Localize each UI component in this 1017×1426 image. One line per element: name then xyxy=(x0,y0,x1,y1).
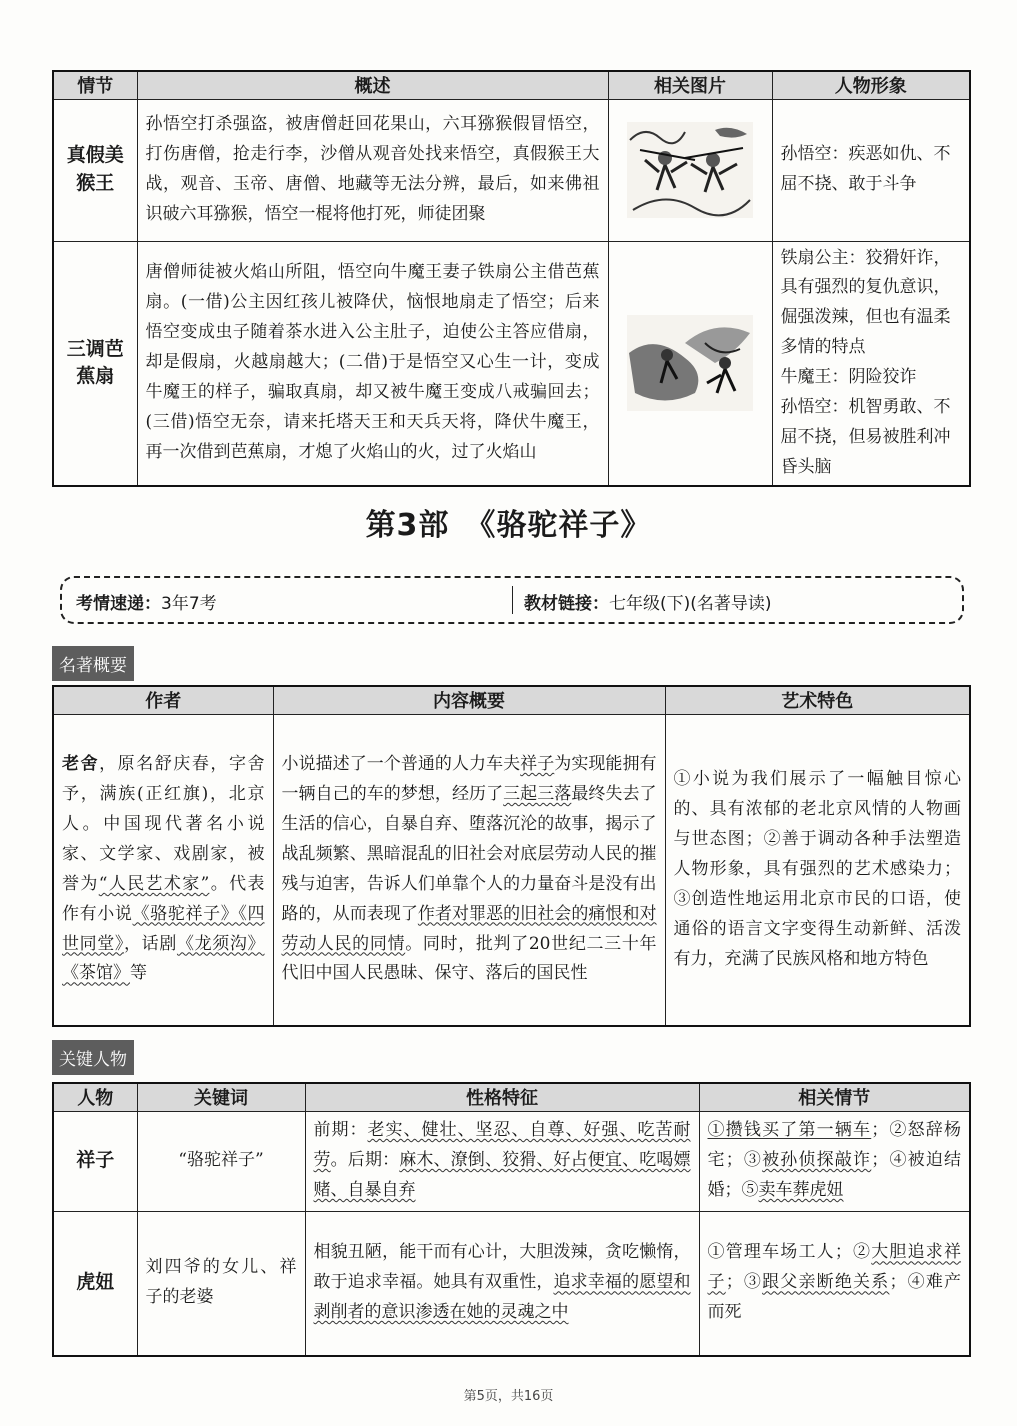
header-keyword: 关键词 xyxy=(137,1083,305,1111)
info-box xyxy=(60,576,964,624)
art-features: ①小说为我们展示了一幅触目惊心的、具有浓郁的老北京风情的人物画与世态图；②善于调动各种手法塑造人物形象，具有强烈的艺术感染力；③创造性地运用北京市民的口语，使通俗的语言文字变得生动新鲜、活泼有力，充满了民族风格和地方特色 xyxy=(665,714,970,1026)
author-dramas: 《龙须沟》《茶馆》 xyxy=(62,933,265,984)
header-image: 相关图片 xyxy=(608,71,772,99)
person-traits: 相貌丑陋，能干而有心计，大胆泼辣，贪吃懒惰，敢于追求幸福。她具有双重性，追求幸福的愿望和剥削者的意识渗透在她的灵魂之中 xyxy=(305,1211,699,1356)
plot-table xyxy=(52,70,971,487)
character-bull-demon: 牛魔王：阴险狡诈 xyxy=(780,367,917,388)
illustration-palm-fan xyxy=(608,241,772,486)
header-related-plot: 相关情节 xyxy=(699,1083,970,1111)
author-novels: 《骆驼祥子》《四世同堂》 xyxy=(62,903,265,954)
plot-name: 真假美猴王 xyxy=(53,99,137,241)
content-summary: 小说描述了一个普通的人力车夫祥子为实现能拥有一辆自己的车的梦想，经历了三起三落最终失去了生活的信心，自暴自弃、堕落沉沦的故事，揭示了战乱频繁、黑暗混乱的旧社会对底层劳动人民的摧残与迫害，告诉人们单靠个人的力量奋斗是没有出路的，从而表现了作者对罪恶的旧社会的痛恨和对劳动人民的同情。同时，批判了20世纪二三十年代旧中国人民愚昧、保守、落后的国民性 xyxy=(273,714,665,1026)
person-plots: ①攒钱买了第一辆车；②怒辞杨宅；③被孙侦探敲诈；④被迫结婚；⑤卖车葬虎妞 xyxy=(699,1111,970,1211)
person-traits: 前期：老实、健壮、坚忍、自尊、好强、吃苦耐劳。后期：麻木、潦倒、狡猾、好占便宜、吃喝嫖赌、自暴自弃 xyxy=(305,1111,699,1211)
header-art: 艺术特色 xyxy=(665,686,970,714)
plot-summary: 孙悟空打杀强盗，被唐僧赶回花果山，六耳猕猴假冒悟空，打伤唐僧，抢走行李，沙僧从观音处找来悟空，真假猴王大战，观音、玉帝、唐僧、地藏等无法分辨，最后，如来佛祖识破六耳猕猴，悟空一棍将他打死，师徒团聚 xyxy=(137,99,608,241)
part-title: 第3部 《骆驼祥子》 xyxy=(365,508,652,543)
header-character: 人物形象 xyxy=(772,71,970,99)
person-keyword: “骆驼祥子” xyxy=(137,1111,305,1211)
character-list xyxy=(772,241,970,486)
illustration-monkey-king xyxy=(608,99,772,241)
plot-summary: 唐僧师徒被火焰山所阻，悟空向牛魔王妻子铁扇公主借芭蕉扇。(一借)公主因红孩儿被降伏，恼恨地扇走了悟空；后来悟空变成虫子随着茶水进入公主肚子，迫使公主答应借扇，却是假扇，火越扇越大；(二借)于是悟空又心生一计，变成牛魔王的样子，骗取真扇，却又被牛魔王变成八戒骗回去；(三借)悟空无奈，请来托塔天王和天兵天将，降伏牛魔王，再一次借到芭蕉扇，才熄了火焰山的火，过了火焰山 xyxy=(137,241,608,486)
section-label-characters: 关键人物 xyxy=(52,1040,134,1075)
person-keyword: 刘四爷的女儿、祥子的老婆 xyxy=(137,1211,305,1356)
author-honor: “人民艺术家” xyxy=(98,873,210,894)
character-monkey: 孙悟空：机智勇敢、不屈不挠，但易被胜利冲昏头脑 xyxy=(780,397,951,477)
header-person: 人物 xyxy=(53,1083,137,1111)
page-number: 第5页，共16页 xyxy=(463,1389,554,1404)
table-row xyxy=(53,241,970,486)
person-name: 祥子 xyxy=(53,1111,137,1211)
header-traits: 性格特征 xyxy=(305,1083,699,1111)
character-table xyxy=(52,1082,971,1357)
table-row xyxy=(53,99,970,241)
textbook-link: 教材链接：七年级(下)(名著导读) xyxy=(524,594,772,614)
author-cell: 老舍，原名舒庆春，字舍予，满族(正红旗)，北京人。中国现代著名小说家、文学家、戏剧家，被誉为“人民艺术家”。代表作有小说《骆驼祥子》《四世同堂》，话剧《龙须沟》《茶馆》等 xyxy=(53,714,273,1026)
header-author: 作者 xyxy=(53,686,273,714)
plot-name: 三调芭蕉扇 xyxy=(53,241,137,486)
character-iron-fan: 铁扇公主：狡猾奸诈，具有强烈的复仇意识，倔强泼辣，但也有温柔多情的特点 xyxy=(780,247,951,358)
header-summary: 概述 xyxy=(137,71,608,99)
table-row xyxy=(53,1111,970,1211)
exam-info: 考情速递：3年7考 xyxy=(76,594,217,614)
section-label-overview: 名著概要 xyxy=(52,646,134,681)
person-plots: ①管理车场工人；②大胆追求祥子；③跟父亲断绝关系；④难产而死 xyxy=(699,1211,970,1356)
table-row xyxy=(53,1211,970,1356)
author-name: 老舍 xyxy=(62,754,100,775)
divider xyxy=(512,586,513,614)
illustration-image xyxy=(625,120,755,220)
illustration-image xyxy=(625,313,755,413)
character-monkey: 孙悟空：疾恶如仇、不屈不挠、敢于斗争 xyxy=(772,99,970,241)
person-name: 虎妞 xyxy=(53,1211,137,1356)
overview-table xyxy=(52,685,971,1027)
header-plot: 情节 xyxy=(53,71,137,99)
header-content: 内容概要 xyxy=(273,686,665,714)
